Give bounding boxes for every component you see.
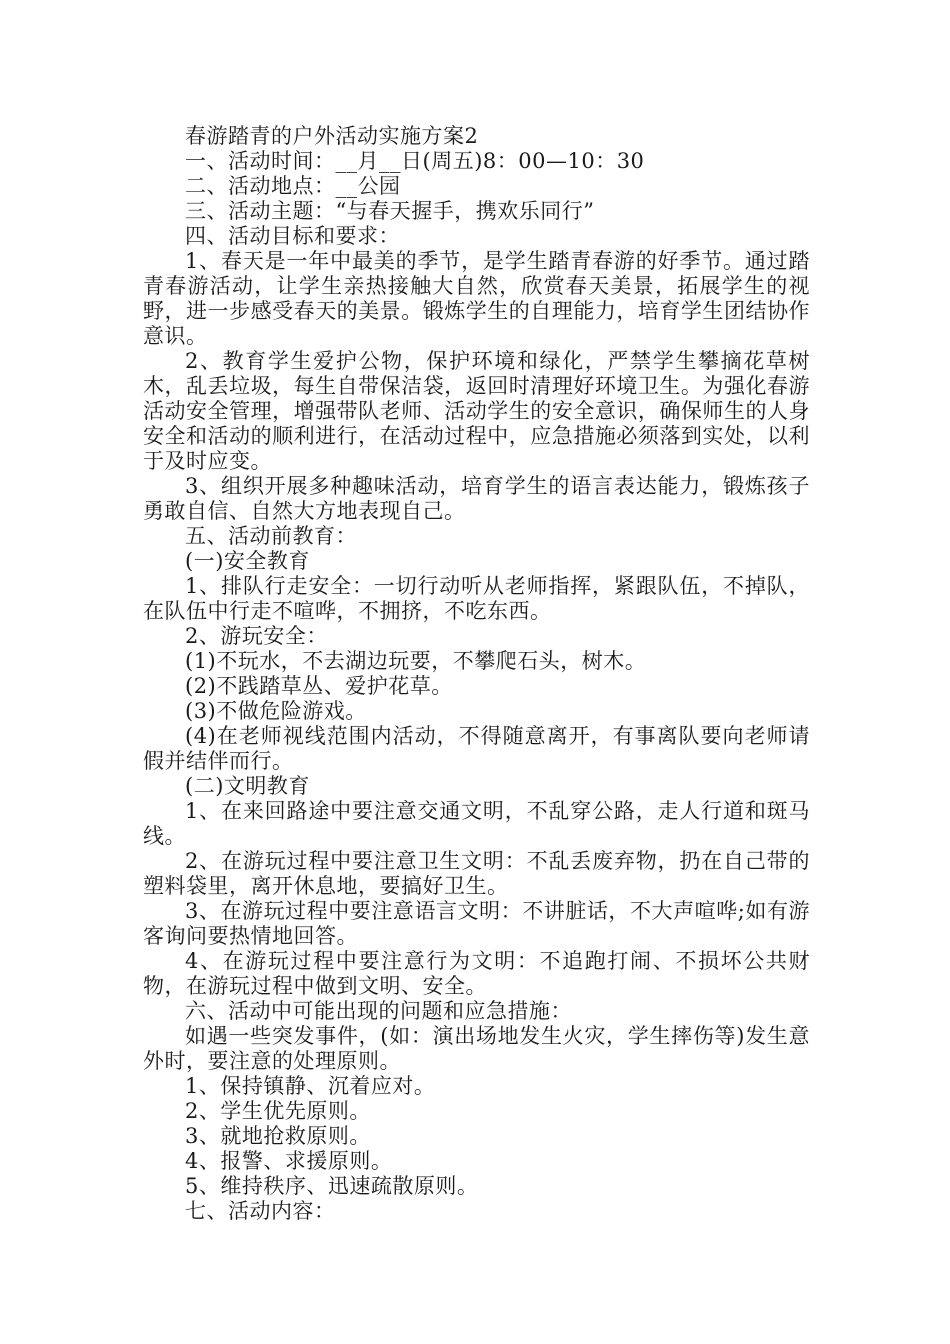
section-heading-pre-education: 五、活动前教育： — [185, 524, 357, 548]
list-item-safety-a: (1)不玩水，不去湖边玩要，不攀爬石头，树木。 — [185, 649, 647, 673]
section-heading-goals: 四、活动目标和要求： — [185, 224, 400, 248]
list-item-emergency-5: 5、维持秩序、迅速疏散原则。 — [185, 1174, 479, 1198]
document-body — [143, 124, 810, 1224]
doc-title: 春游踏青的户外活动实施方案2 — [185, 124, 479, 148]
list-item-safety-d: (4)在老师视线范围内活动，不得随意离开，有事离队要向老师请假并结伴而行。 — [143, 724, 810, 773]
paragraph-safety-1: 1、排队行走安全：一切行动听从老师指挥，紧跟队伍，不掉队，在队伍中行走不喧哗，不拥挤，不吃东西。 — [143, 574, 810, 623]
subheading-civility: (二)文明教育 — [185, 774, 310, 798]
section-heading-time: 一、活动时间：__月__日(周五)8：00—10：30 — [185, 149, 645, 173]
section-heading-content: 七、活动内容： — [185, 1199, 336, 1223]
paragraph-civility-1: 1、在来回路途中要注意交通文明，不乱穿公路，走人行道和斑马线。 — [143, 799, 810, 848]
section-heading-location: 二、活动地点：__公园 — [185, 174, 401, 198]
section-heading-emergency: 六、活动中可能出现的问题和应急措施： — [185, 999, 572, 1023]
list-item-safety-c: (3)不做危险游戏。 — [185, 699, 367, 723]
list-item-emergency-4: 4、报警、求援原则。 — [185, 1149, 393, 1173]
paragraph-emergency-intro: 如遇一些突发事件，(如：演出场地发生火灾，学生摔伤等)发生意外时，要注意的处理原则。 — [143, 1024, 810, 1073]
paragraph-civility-2: 2、在游玩过程中要注意卫生文明：不乱丢废弃物，扔在自己带的塑料袋里，离开休息地，要搞好卫生。 — [143, 849, 810, 898]
paragraph-safety-2: 2、游玩安全： — [185, 624, 328, 648]
list-item-emergency-3: 3、就地抢救原则。 — [185, 1124, 371, 1148]
paragraph-civility-3: 3、在游玩过程中要注意语言文明：不讲脏话，不大声喧哗;如有游客询问要热情地回答。 — [143, 899, 810, 948]
list-item-emergency-2: 2、学生优先原则。 — [185, 1099, 371, 1123]
section-heading-theme: 三、活动主题：“与春天握手，携欢乐同行” — [185, 199, 595, 223]
list-item-safety-b: (2)不践踏草丛、爱护花草。 — [185, 674, 453, 698]
paragraph-goal-1: 1、春天是一年中最美的季节，是学生踏青春游的好季节。通过踏青春游活动，让学生亲热接触大自然，欣赏春天美景，拓展学生的视野，进一步感受春天的美景。锻炼学生的自理能力，培育学生团结协作意识。 — [143, 249, 810, 348]
subheading-safety: (一)安全教育 — [185, 549, 310, 573]
paragraph-goal-2: 2、教育学生爱护公物，保护环境和绿化，严禁学生攀摘花草树木，乱丢垃圾，每生自带保洁袋，返回时清理好环境卫生。为强化春游活动安全管理，增强带队老师、活动学生的安全意识，确保师生的人身安全和活动的顺利进行，在活动过程中，应急措施必须落到实处，以利于及时应变。 — [143, 349, 810, 473]
paragraph-goal-3: 3、组织开展多种趣味活动，培育学生的语言表达能力，锻炼孩子勇敢自信、自然大方地表现自己。 — [143, 474, 810, 523]
paragraph-civility-4: 4、在游玩过程中要注意行为文明：不追跑打闹、不损坏公共财物，在游玩过程中做到文明、安全。 — [143, 949, 810, 998]
list-item-emergency-1: 1、保持镇静、沉着应对。 — [185, 1074, 436, 1098]
